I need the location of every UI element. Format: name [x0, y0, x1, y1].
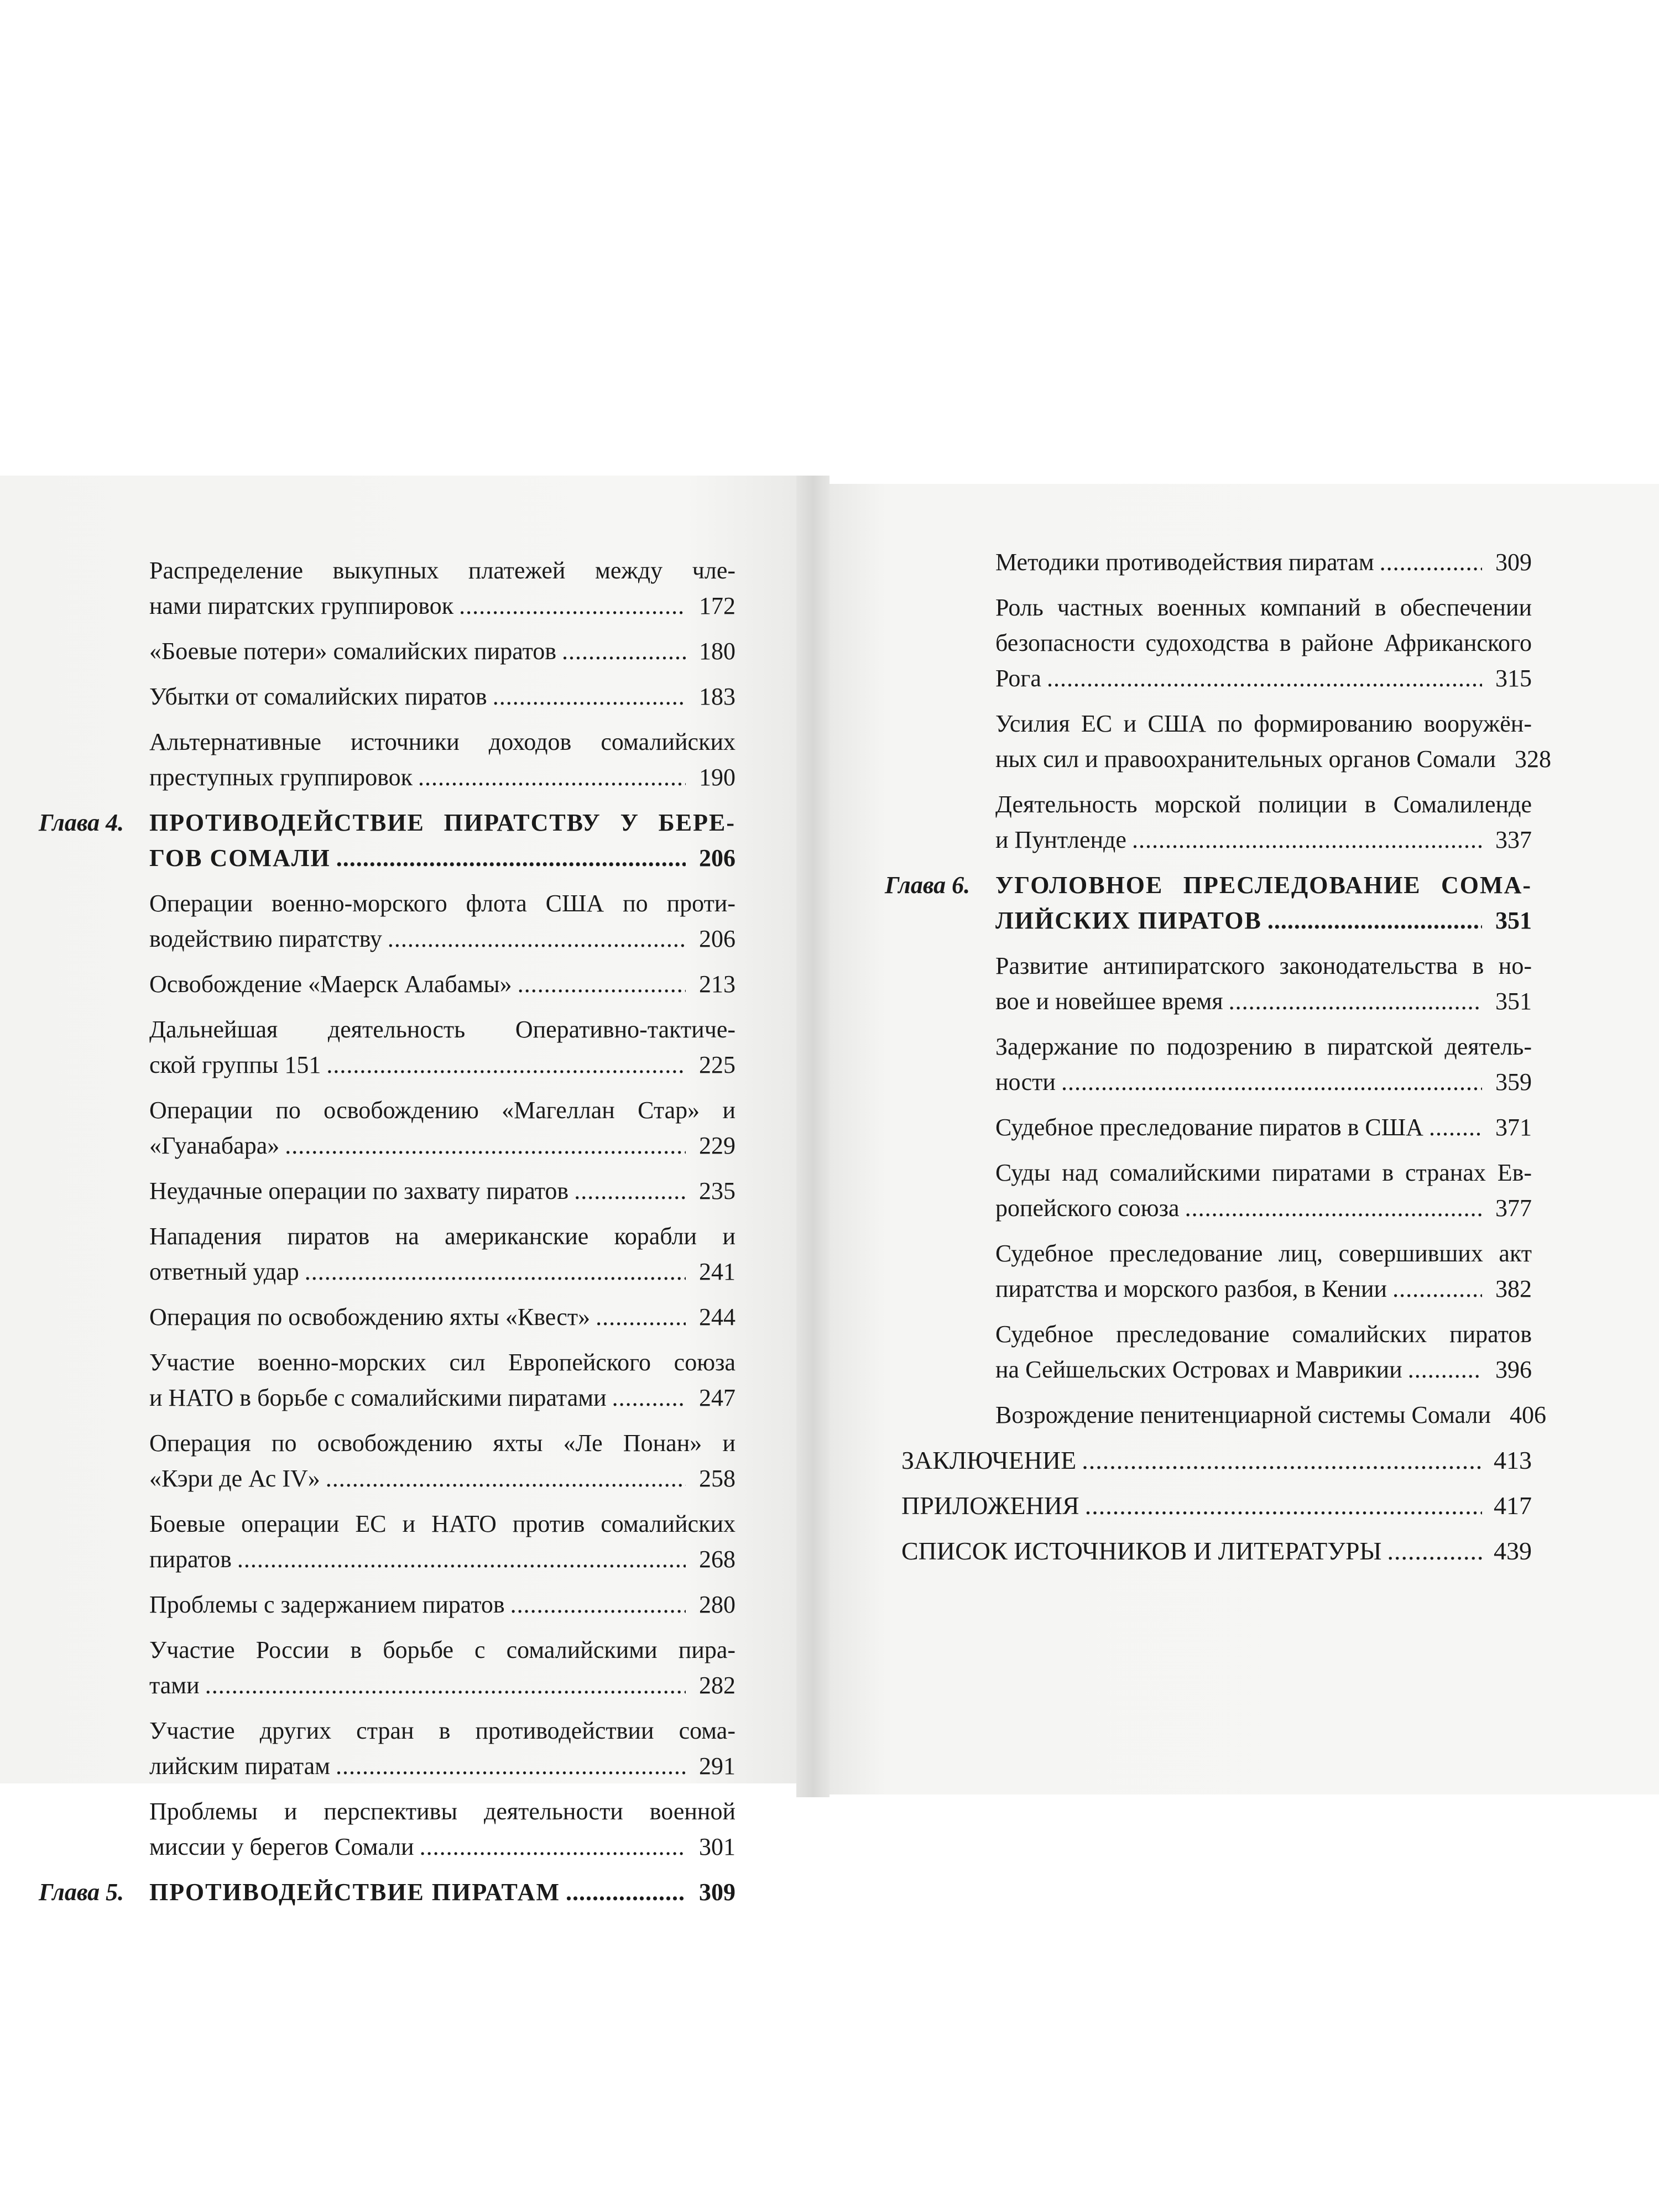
leader-dots	[566, 1875, 686, 1910]
page-number: 351	[1495, 988, 1532, 1015]
entry-last-line	[995, 661, 1532, 696]
leader-dots	[326, 1461, 686, 1496]
leader-dots	[562, 634, 686, 669]
leader-dots	[1132, 822, 1482, 858]
entry-last-line	[149, 679, 735, 714]
entry-last-line	[149, 1047, 735, 1083]
page-number: 406	[1510, 1401, 1547, 1428]
toc-entry	[39, 1219, 735, 1290]
entry-title-line: Операции по освобождению «Магеллан Стар» и	[149, 1097, 735, 1124]
entry-title-line: Судебное преследование сомалийских пиратов	[995, 1321, 1532, 1348]
page-number: 247	[699, 1384, 735, 1411]
toc-entry	[39, 679, 735, 714]
page-number: 359	[1495, 1068, 1532, 1095]
page-number: 206	[699, 925, 735, 952]
entry-title-text: Освобождение «Маерск Алабамы»	[149, 971, 512, 998]
leader-dots	[459, 588, 686, 624]
entry-last-line	[149, 1128, 735, 1164]
toc-entry	[39, 1506, 735, 1577]
toc-entry	[885, 1317, 1532, 1387]
entry-last-line	[901, 1533, 1532, 1569]
page-number: 282	[699, 1672, 735, 1699]
entry-last-line	[995, 742, 1552, 777]
entry-title-line: Суды над сомалийскими пиратами в странах Ев-	[995, 1159, 1532, 1186]
entry-last-line	[149, 588, 735, 624]
entry-last-line	[149, 1461, 735, 1496]
toc-entry	[885, 1155, 1532, 1226]
toc-entry	[885, 1397, 1547, 1433]
entry-last-line	[149, 967, 735, 1002]
leader-dots	[388, 921, 686, 957]
entry-title-text: Возрождение пенитенциарной системы Сомали	[995, 1401, 1491, 1428]
entry-title-text: ГОВ СОМАЛИ	[149, 844, 331, 872]
toc-entry	[885, 1236, 1532, 1307]
entry-title-line: Участие России в борьбе с сомалийскими пира-	[149, 1636, 735, 1663]
entry-title-text: «Гуанабара»	[149, 1132, 280, 1159]
leader-dots	[1429, 1110, 1482, 1145]
entry-title-text: Методики противодействия пиратам	[995, 549, 1374, 576]
entry-title-text: ности	[995, 1068, 1056, 1095]
entry-title-line: Усилия ЕС и США по формированию вооружён-	[995, 710, 1532, 737]
leader-dots	[1229, 984, 1482, 1019]
leader-dots	[1408, 1352, 1482, 1387]
toc-entry	[885, 1443, 1532, 1478]
toc-entry	[885, 1110, 1532, 1145]
page-number: 377	[1495, 1194, 1532, 1222]
page-number: 241	[699, 1258, 735, 1285]
entry-last-line	[149, 1749, 735, 1784]
chapter-label: Глава 5.	[39, 1879, 124, 1906]
page-number: 371	[1495, 1114, 1532, 1141]
toc-entry	[885, 706, 1552, 777]
chapter-label: Глава 6.	[885, 872, 971, 899]
entry-title-line: Распределение выкупных платежей между чле-	[149, 557, 735, 584]
leader-dots	[1061, 1065, 1482, 1100]
page-number: 351	[1495, 907, 1532, 934]
entry-title-line: Нападения пиратов на американские корабли и	[149, 1223, 735, 1250]
leader-dots	[612, 1380, 686, 1416]
entry-title-line: Боевые операции ЕС и НАТО против сомалийских	[149, 1510, 735, 1537]
leader-dots	[1387, 1533, 1482, 1569]
entry-title-line: Задержание по подозрению в пиратской деятель-	[995, 1033, 1532, 1060]
page-number: 413	[1494, 1446, 1532, 1474]
toc-entry	[39, 1300, 735, 1335]
entry-last-line	[149, 1173, 735, 1209]
toc-entry	[39, 1713, 735, 1784]
leader-dots	[237, 1542, 686, 1577]
entry-last-line	[149, 1542, 735, 1577]
page-number: 225	[699, 1051, 735, 1078]
entry-title-text: Судебное преследование пиратов в США	[995, 1114, 1423, 1141]
entry-last-line	[901, 1443, 1532, 1478]
entry-last-line	[149, 921, 735, 957]
entry-last-line	[995, 1110, 1532, 1145]
toc-chapter-entry	[39, 1875, 735, 1910]
toc-entry	[39, 634, 735, 669]
leader-dots	[336, 841, 686, 876]
entry-last-line	[995, 984, 1532, 1019]
entry-title-text: Убытки от сомалийских пиратов	[149, 683, 487, 710]
page-number: 382	[1495, 1275, 1532, 1302]
page-number: 291	[699, 1752, 735, 1780]
entry-title-line: ПРОТИВОДЕЙСТВИЕ ПИРАТСТВУ У БЕРЕ-	[149, 809, 735, 836]
entry-title-text: ЗАКЛЮЧЕНИЕ	[901, 1446, 1077, 1474]
page-number: 301	[699, 1833, 735, 1860]
entry-title-line: Участие других стран в противодействии сома-	[149, 1717, 735, 1744]
leader-dots	[418, 760, 686, 795]
book-spine	[796, 476, 830, 1797]
entry-title-text: «Боевые потери» сомалийских пиратов	[149, 638, 557, 665]
toc-chapter-entry	[39, 805, 735, 876]
entry-last-line	[149, 1875, 735, 1910]
entry-title-text: ской группы 151	[149, 1051, 321, 1078]
toc-entry	[39, 724, 735, 795]
entry-title-text: водействию пиратству	[149, 925, 382, 952]
page-number: 268	[699, 1546, 735, 1573]
entry-title-line: Деятельность морской полиции в Сомалиленде	[995, 791, 1532, 818]
entry-title-text: Рога	[995, 665, 1041, 692]
entry-title-text: и Пунтленде	[995, 826, 1126, 853]
entry-last-line	[995, 1397, 1547, 1433]
toc-entry	[39, 1345, 735, 1416]
page-number: 309	[1495, 549, 1532, 576]
entry-title-text: ПРИЛОЖЕНИЯ	[901, 1491, 1079, 1520]
toc-right	[885, 545, 1552, 1579]
leader-dots	[493, 679, 686, 714]
page-number: 190	[699, 764, 735, 791]
page-number: 180	[699, 638, 735, 665]
entry-last-line	[995, 822, 1532, 858]
leader-dots	[420, 1829, 686, 1865]
toc-entry	[39, 1173, 735, 1209]
leader-dots	[574, 1173, 686, 1209]
toc-entry	[885, 787, 1532, 858]
leader-dots	[510, 1587, 686, 1623]
entry-title-text: ропейского союза	[995, 1194, 1180, 1222]
leader-dots	[1185, 1191, 1482, 1226]
page-number: 244	[699, 1303, 735, 1331]
leader-dots	[1392, 1271, 1482, 1307]
entry-last-line	[149, 1587, 735, 1623]
toc-entry	[39, 1794, 735, 1865]
entry-last-line	[995, 1191, 1532, 1226]
page-number: 229	[699, 1132, 735, 1159]
entry-title-line: безопасности судоходства в районе Африканского	[995, 629, 1532, 656]
entry-title-line: Дальнейшая деятельность Оперативно-тактиче-	[149, 1016, 735, 1043]
entry-title-text: тами	[149, 1672, 200, 1699]
page-number: 417	[1494, 1491, 1532, 1520]
toc-entry	[885, 590, 1532, 696]
entry-title-text: ответный удар	[149, 1258, 299, 1285]
chapter-label: Глава 4.	[39, 809, 124, 836]
entry-title-text: ПРОТИВОДЕЙСТВИЕ ПИРАТАМ	[149, 1879, 560, 1906]
page-number: 172	[699, 592, 735, 619]
leader-dots	[1082, 1443, 1482, 1478]
toc-entry	[885, 1029, 1532, 1100]
page-number: 337	[1495, 826, 1532, 853]
entry-title-text: СПИСОК ИСТОЧНИКОВ И ЛИТЕРАТУРЫ	[901, 1537, 1382, 1565]
entry-last-line	[901, 1488, 1532, 1524]
toc-entry	[39, 1587, 735, 1623]
entry-title-text: пиратства и морского разбоя, в Кении	[995, 1275, 1387, 1302]
toc-entry	[885, 1533, 1532, 1569]
page-number: 235	[699, 1177, 735, 1204]
entry-title-text: ных сил и правоохранительных органов Сомали	[995, 745, 1496, 773]
page-number: 206	[699, 844, 735, 872]
page-number: 396	[1495, 1356, 1532, 1383]
leader-dots	[1047, 661, 1482, 696]
entry-title-line: Роль частных военных компаний в обеспечении	[995, 594, 1532, 621]
leader-dots	[285, 1128, 686, 1164]
leader-dots	[336, 1749, 686, 1784]
entry-title-line: Альтернативные источники доходов сомалийских	[149, 728, 735, 755]
leader-dots	[518, 967, 686, 1002]
page-number: 280	[699, 1591, 735, 1618]
entry-title-line: Участие военно-морских сил Европейского союза	[149, 1349, 735, 1376]
toc-entry	[885, 1488, 1532, 1524]
leader-dots	[1380, 545, 1482, 580]
entry-title-line: Судебное преследование лиц, совершивших акт	[995, 1240, 1532, 1267]
entry-title-text: «Кэри де Ас IV»	[149, 1465, 320, 1492]
entry-title-text: пиратов	[149, 1546, 232, 1573]
page-number: 315	[1495, 665, 1532, 692]
entry-title-text: нами пиратских группировок	[149, 592, 454, 619]
toc-entry	[39, 1632, 735, 1703]
entry-last-line	[149, 1829, 735, 1865]
toc-entry	[39, 1012, 735, 1083]
entry-last-line	[149, 841, 735, 876]
leader-dots	[1267, 903, 1482, 938]
leader-dots	[326, 1047, 686, 1083]
toc-left	[39, 553, 735, 1920]
entry-title-line: Операция по освобождению яхты «Ле Понан» и	[149, 1430, 735, 1457]
toc-entry	[885, 545, 1532, 580]
entry-title-line: Операции военно-морского флота США по проти-	[149, 890, 735, 917]
entry-title-text: миссии у берегов Сомали	[149, 1833, 414, 1860]
entry-title-text: на Сейшельских Островах и Маврикии	[995, 1356, 1402, 1383]
entry-title-line: Проблемы и перспективы деятельности военной	[149, 1798, 735, 1825]
page-number: 183	[699, 683, 735, 710]
toc-entry	[39, 886, 735, 957]
entry-last-line	[149, 1300, 735, 1335]
toc-entry	[39, 553, 735, 624]
entry-title-text: Проблемы с задержанием пиратов	[149, 1591, 505, 1618]
entry-last-line	[995, 1271, 1532, 1307]
page-number: 328	[1515, 745, 1552, 773]
entry-last-line	[995, 1352, 1532, 1387]
entry-title-text: вое и новейшее время	[995, 988, 1223, 1015]
leader-dots	[1085, 1488, 1482, 1524]
leader-dots	[205, 1668, 686, 1703]
leader-dots	[596, 1300, 686, 1335]
page-number: 258	[699, 1465, 735, 1492]
entry-last-line	[995, 1065, 1532, 1100]
entry-last-line	[149, 1380, 735, 1416]
toc-chapter-entry	[885, 868, 1532, 938]
toc-entry	[39, 1426, 735, 1496]
entry-title-text: Неудачные операции по захвату пиратов	[149, 1177, 569, 1204]
entry-title-text: преступных группировок	[149, 764, 413, 791]
page-number: 213	[699, 971, 735, 998]
toc-entry	[885, 948, 1532, 1019]
leader-dots	[305, 1254, 686, 1290]
entry-last-line	[149, 1668, 735, 1703]
page-number: 439	[1494, 1537, 1532, 1565]
entry-last-line	[149, 634, 735, 669]
entry-title-text: и НАТО в борьбе с сомалийскими пиратами	[149, 1384, 607, 1411]
entry-last-line	[995, 903, 1532, 938]
toc-entry	[39, 1093, 735, 1164]
toc-entry	[39, 967, 735, 1002]
entry-last-line	[995, 545, 1532, 580]
entry-title-line: Развитие антипиратского законодательства в но-	[995, 952, 1532, 979]
entry-title-text: ЛИЙСКИХ ПИРАТОВ	[995, 907, 1262, 934]
page-number: 309	[699, 1879, 735, 1906]
entry-last-line	[149, 1254, 735, 1290]
entry-title-text: Операция по освобождению яхты «Квест»	[149, 1303, 591, 1331]
entry-title-line: УГОЛОВНОЕ ПРЕСЛЕДОВАНИЕ СОМА-	[995, 872, 1532, 899]
entry-title-text: лийским пиратам	[149, 1752, 330, 1780]
entry-last-line	[149, 760, 735, 795]
